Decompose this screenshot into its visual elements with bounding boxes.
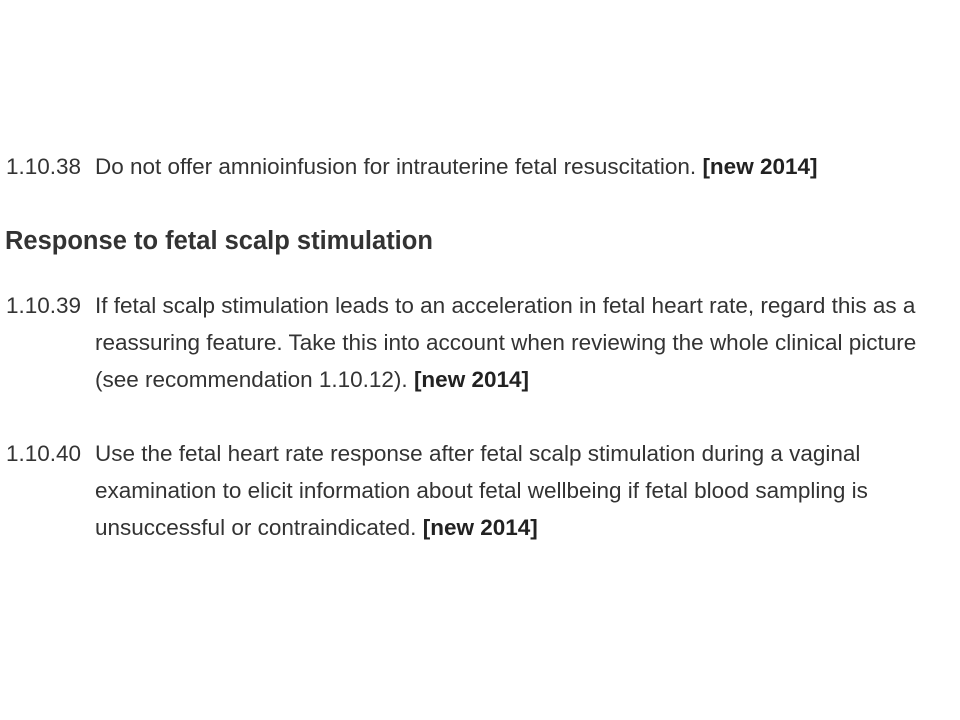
new-2014-tag: [new 2014]: [413, 367, 529, 392]
recommendation-1-10-40: [6, 435, 946, 546]
recommendation-1-10-38: [6, 148, 946, 185]
recommendation-number: 1.10.38: [6, 154, 82, 179]
recommendation-text-block: [95, 435, 946, 546]
recommendation-text: Use the fetal heart rate response after fetal scalp stimulation during a vaginal examination to elicit information about fetal wellbeing if fetal blood sampling is unsuccessful or contraindicated.: [95, 441, 868, 540]
section-heading: Response to fetal scalp stimulation: [5, 227, 433, 255]
recommendation-text-block: [95, 287, 946, 398]
new-2014-tag: [new 2014]: [422, 515, 538, 540]
recommendation-text-block: [95, 148, 946, 185]
recommendation-text: Do not offer amnioinfusion for intrauterine fetal resuscitation.: [95, 154, 697, 179]
new-2014-tag: [new 2014]: [702, 154, 818, 179]
recommendation-number: 1.10.40: [6, 441, 82, 466]
recommendation-text: If fetal scalp stimulation leads to an acceleration in fetal heart rate, regard this as a reassuring feature. Take this into account when reviewing the whole clinical picture (see recommendation 1.10.12).: [95, 293, 917, 392]
recommendation-1-10-39: [6, 287, 946, 398]
recommendation-number: 1.10.39: [6, 293, 82, 318]
